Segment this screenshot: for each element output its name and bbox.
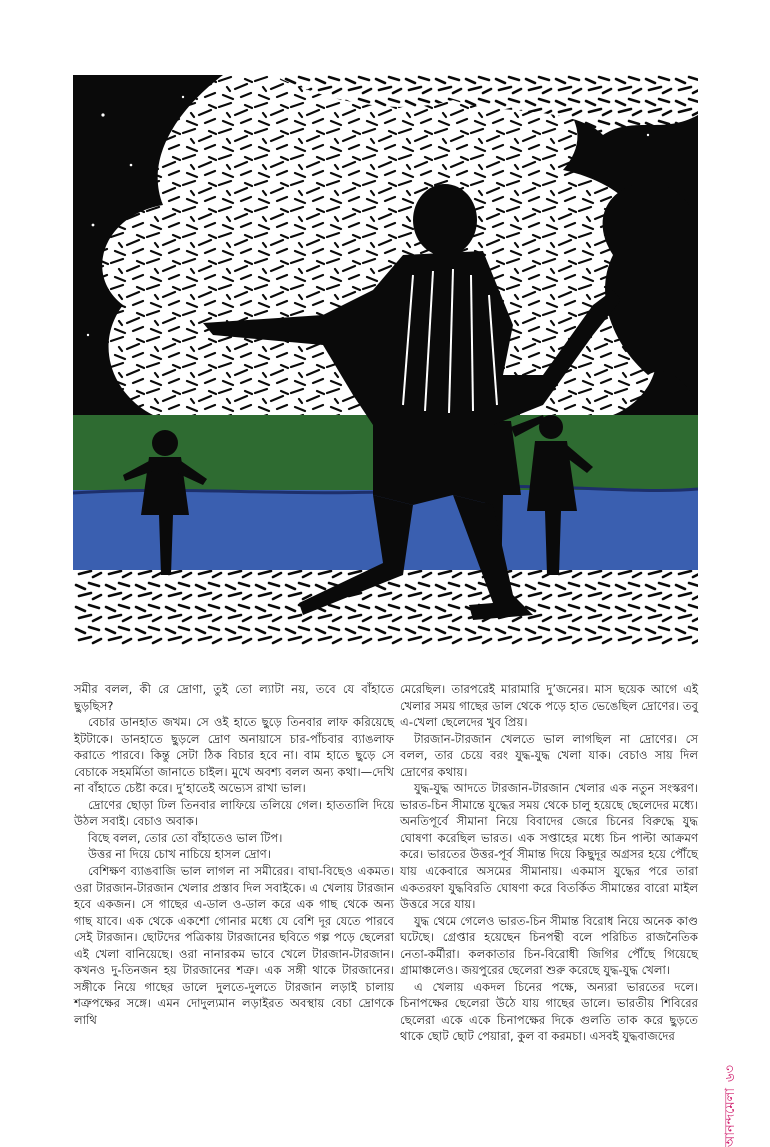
paragraph: বেশিক্ষণ ব্যাঙবাজি ভাল লাগল না সমীরের। বাঘা-বিছেও একমত। ওরা টারজান-টারজান খেলার প্রস্তাব দিল সবাইকে। এ খেলায় টারজান হবে একজন। সে গাছের এ-ডাল ও-ডাল করে এক গাছ থেকে অন্য গাছ যাবে। এক থেকে একশো গোনার মধ্যে যে বেশি দূর যেতে পারবে সেই টারজান। ছোটদের পত্রিকায় টারজানের ছবিতে গল্প পড়ে ছেলেরা এই খেলা বানিয়েছে। ওরা নানারকম ভাবে খেলে টারজান-টারজান। কখনও দু-তিনজন হয় টারজানের শত্রু। এক সঙ্গী থাকে টারজানের। সঙ্গীকে নিয়ে গাছের ডালে দুলতে-দুলতে টারজান লড়াই চালায় শত্রুপক্ষের সঙ্গে। এমন দোদুল্যমান লড়াইরত অবস্থায় বেচা দ্রোণকে লাথি	[74, 864, 394, 1027]
paragraph: সমীর বলল, কী রে দ্রোণা, তুই তো ল্যাটা নয়, তবে যে বাঁহাতে ছুড়ছিস?	[74, 682, 394, 713]
magazine-name: আনন্দমেলা	[723, 1087, 738, 1147]
woodcut-scene	[73, 75, 698, 645]
paragraph: টারজান-টারজান খেলতে ভাল লাগছিল না দ্রোণের। সে বলল, তার চেয়ে বরং যুদ্ধ-যুদ্ধ খেলা যাক। বেচাও সায় দিল দ্রোণের কথায়।	[400, 731, 698, 779]
paragraph: এ খেলায় একদল চিনের পক্ষে, অন্যরা ভারতের দলে। চিনাপক্ষের ছেলেরা উঠে যায় গাছের ডালে। ভারতীয় শিবিরের ছেলেরা একে একে চিনাপক্ষের দিকে গুলতি তাক করে ছুড়তে থাকে ছোট ছোট পেয়ারা, কুল বা করমচা। এসবই যুদ্ধবাজদের	[400, 979, 698, 1044]
article-column-right	[400, 681, 698, 1045]
paragraph: বিছে বলল, তোর তো বাঁহাতেও ভাল টিপ।	[88, 830, 283, 845]
story-illustration	[73, 75, 698, 645]
paragraph: মেরেছিল। তারপরেই মারামারি দু’জনের। মাস ছয়েক আগে এই খেলার সময় গাছের ডাল থেকে পড়ে হাত ভেঙেছিল দ্রোণের। তবু এ-খেলা ছেলেদের খুব প্রিয়।	[400, 682, 698, 730]
paragraph: বেচার ডানহাত জখম। সে ওই হাতে ছুড়ে তিনবার লাফ করিয়েছে ইটটাকে। ডানহাতে ছুড়লে দ্রোণ অনায়াসে চার-পাঁচবার ব্যাঙলাফ করাতে পারবে। কিন্তু সেটা ঠিক বিচার হবে না। বাম হাতে ছুড়ে সে বেচাকে সহমর্মিতা জানাতে চাইল। মুখে অবশ্য বলল অন্য কথা।—দেখি না বাঁহাতে চেষ্টা করে। দু’হাতেই অভ্যেস রাখা ভাল।	[74, 715, 394, 796]
paragraph: যুদ্ধ থেমে গেলেও ভারত-চিন সীমান্ত বিরোধ নিয়ে অনেক কাণ্ড ঘটেছে। গ্রেপ্তার হয়েছেন চিনপন্থী বলে পরিচিত রাজনৈতিক নেতা-কর্মীরা। কলকাতার চিন-বিরোধী জিগির পৌঁছে গিয়েছে গ্রামাঞ্চলেও। জয়পুরের ছেলেরা শুরু করেছে যুদ্ধ-যুদ্ধ খেলা।	[400, 913, 698, 978]
paragraph: যুদ্ধ-যুদ্ধ আদতে টারজান-টারজান খেলার এক নতুন সংস্করণ। ভারত-চিন সীমান্তে যুদ্ধের সময় থেকে চালু হয়েছে ছেলেদের মধ্যে। অনতিপূর্বে সীমানা নিয়ে বিবাদের জেরে চিনের বিরুদ্ধে যুদ্ধ ঘোষণা করেছিল ভারত। এক সপ্তাহের মধ্যে চিন পাল্টা আক্রমণ করে। ভারতের উত্তর-পূর্ব সীমান্ত দিয়ে কিছুদূর অগ্রসর হয়ে পৌঁছে যায় একেবারে অসমের সীমানায়। একমাস যুদ্ধের পরে তারা একতরফা যুদ্ধবিরতি ঘোষণা করে বিতর্কিত সীমান্তের বারো মাইল উত্তরে সরে যায়।	[400, 781, 698, 912]
paragraph: উত্তর না দিয়ে চোখ নাচিয়ে হাসল দ্রোণ।	[88, 847, 271, 862]
article-column-left	[74, 681, 394, 1028]
paragraph: দ্রোণের ছোড়া ঢিল তিনবার লাফিয়ে তলিয়ে গেল। হাততালি দিয়ে উঠল সবাই। বেচাও অবাক।	[74, 797, 394, 829]
page-number: ৬৩	[723, 1065, 738, 1082]
